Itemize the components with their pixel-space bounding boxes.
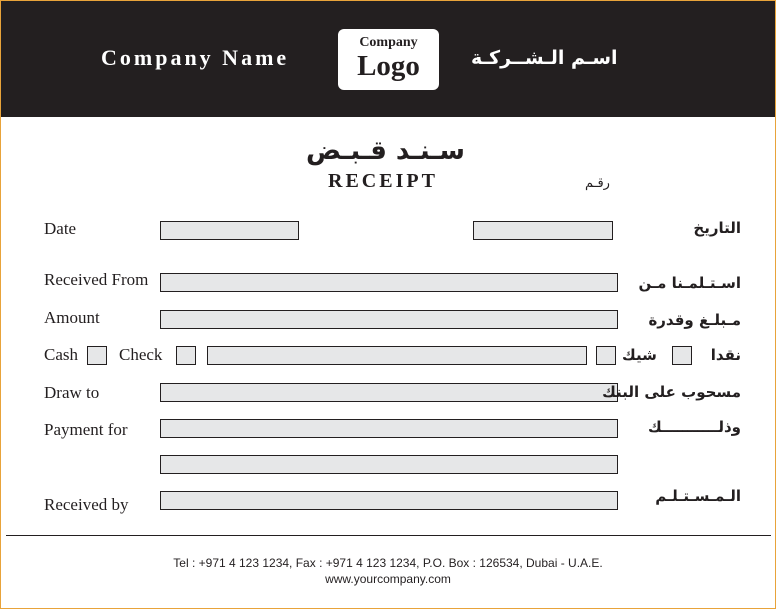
cash-label-arabic: نقدا <box>710 346 741 364</box>
logo-line-logo: Logo <box>357 50 420 82</box>
payment-for-field[interactable] <box>160 419 618 438</box>
check-checkbox-arabic[interactable] <box>596 346 616 365</box>
company-name-arabic: اسـم الـشــركـة <box>471 47 618 69</box>
amount-field[interactable] <box>160 310 618 329</box>
draw-to-label-arabic: مسحوب على البنك <box>602 383 741 401</box>
draw-to-label: Draw to <box>44 383 100 402</box>
cash-checkbox-arabic[interactable] <box>672 346 692 365</box>
receipt-number-label-arabic: رقـم <box>585 176 610 191</box>
received-from-label-arabic: اسـتـلمـنا مـن <box>638 274 741 292</box>
footer-contact: Tel : +971 4 123 1234, Fax : +971 4 123 1234, P.O. Box : 126534, Dubai - U.A.E. <box>173 556 603 570</box>
date-field-arabic[interactable] <box>473 221 613 240</box>
date-label: Date <box>44 219 77 238</box>
date-label-arabic: التاريخ <box>693 219 741 237</box>
payment-for-label: Payment for <box>44 420 128 439</box>
cash-checkbox[interactable] <box>87 346 107 365</box>
amount-label: Amount <box>44 308 100 327</box>
received-by-field[interactable] <box>160 491 618 510</box>
check-label: Check <box>119 345 163 364</box>
payment-for-field-line2[interactable] <box>160 455 618 474</box>
header-bar <box>1 1 775 117</box>
footer-website[interactable]: www.yourcompany.com <box>325 572 451 586</box>
footer <box>0 555 776 587</box>
received-from-field[interactable] <box>160 273 618 292</box>
check-details-field[interactable] <box>207 346 587 365</box>
check-checkbox[interactable] <box>176 346 196 365</box>
receipt-title-arabic: سـنـد قـبـض <box>306 136 465 166</box>
date-field[interactable] <box>160 221 299 240</box>
payment-for-label-arabic: وذلـــــــــــك <box>647 418 741 436</box>
amount-label-arabic: مـبلـغ وقدرة <box>648 311 741 329</box>
cash-label: Cash <box>44 345 78 364</box>
received-by-label-arabic: الـمـسـتـلـم <box>655 487 741 505</box>
company-logo <box>338 29 439 90</box>
company-name: Company Name <box>101 45 290 70</box>
check-label-arabic: شيك <box>622 346 657 364</box>
received-from-label: Received From <box>44 270 149 289</box>
received-by-label: Received by <box>44 495 129 514</box>
receipt-title: RECEIPT <box>328 170 438 192</box>
logo-line-company: Company <box>359 35 418 50</box>
footer-divider <box>6 535 771 536</box>
draw-to-field[interactable] <box>160 383 618 402</box>
